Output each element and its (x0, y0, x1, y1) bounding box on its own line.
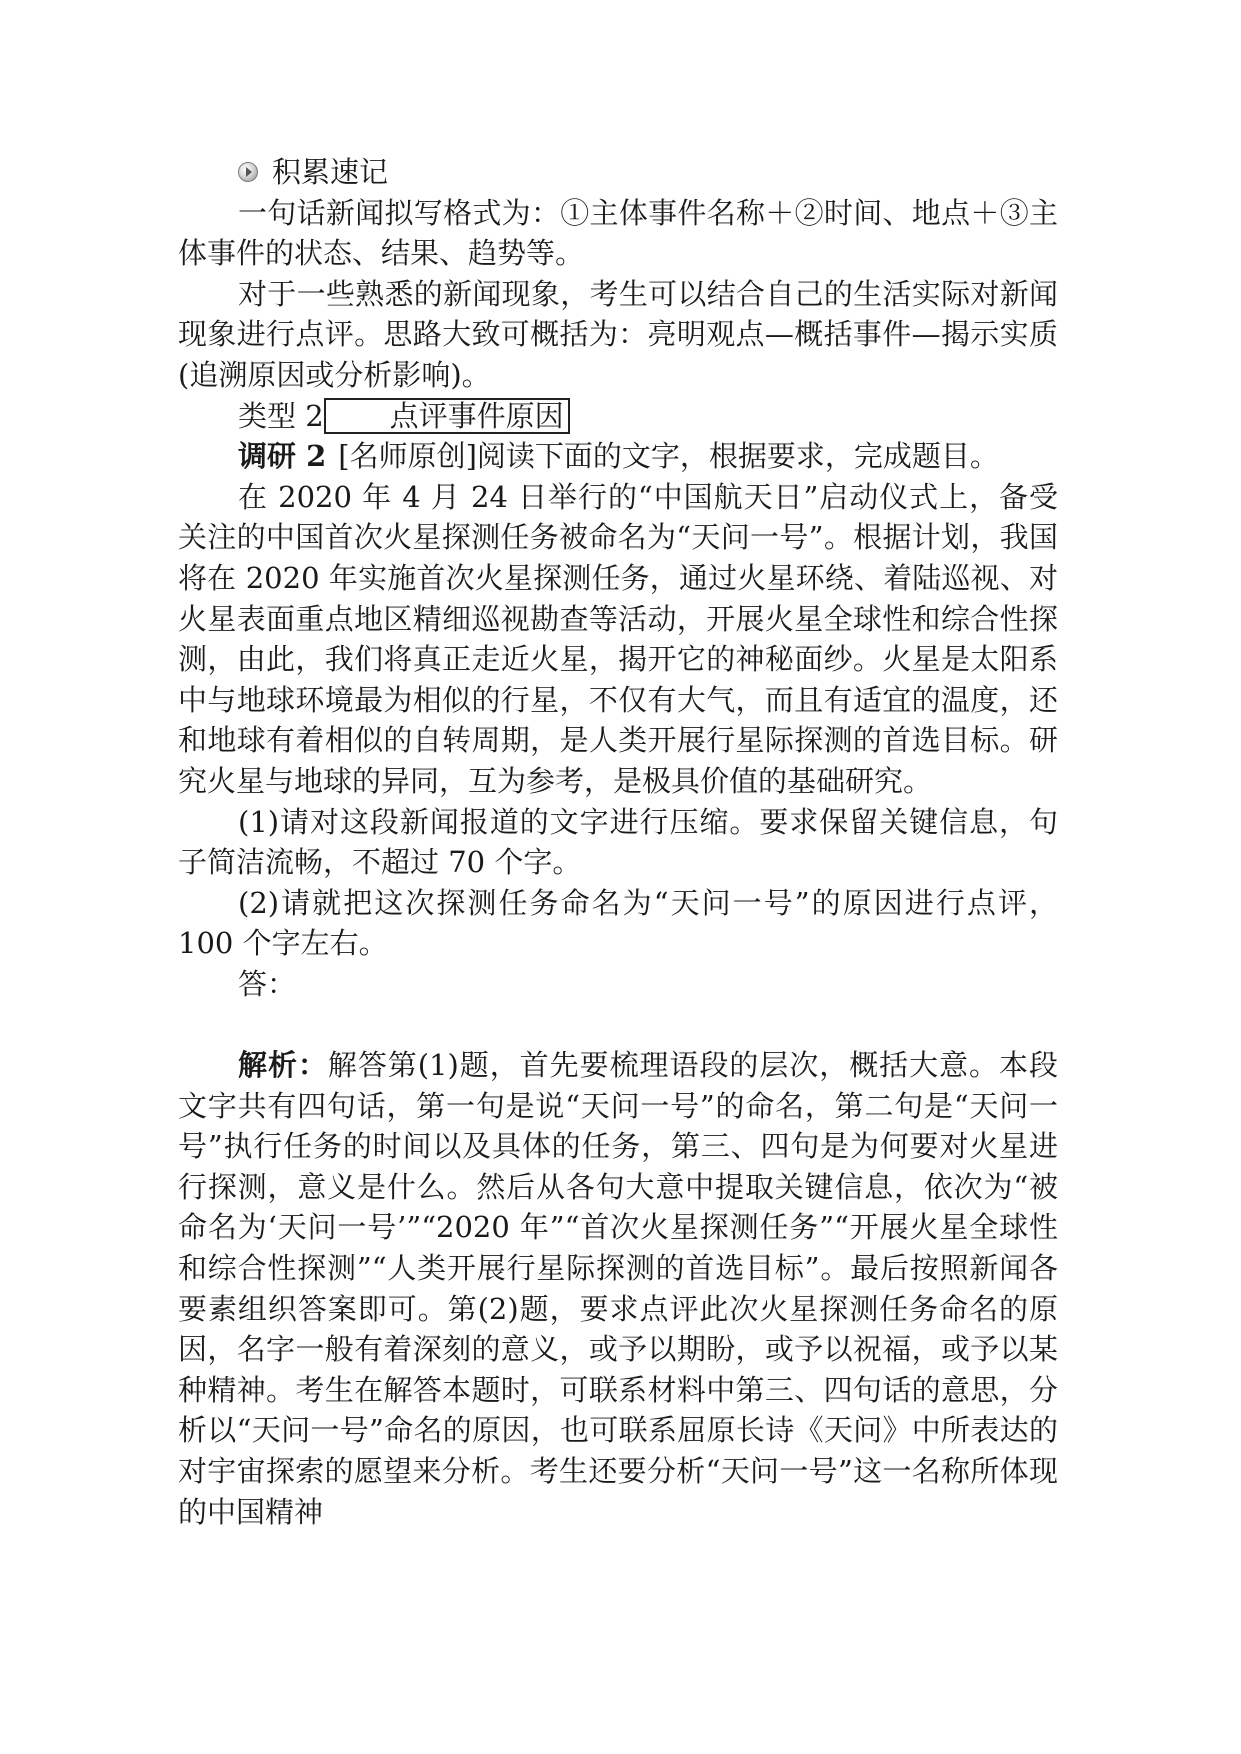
answer-label: 答： (238, 966, 297, 1001)
question-2: (2)请就把这次探测任务命名为“天问一号”的原因进行点评，100 个字左右。 (178, 885, 1058, 961)
section-heading (178, 152, 1058, 193)
type-heading (178, 396, 1058, 437)
passage-paragraph: 在 2020 年 4 月 24 日举行的“中国航天日”启动仪式上，备受关注的中国首次火星探测任务被命名为“天问一号”。根据计划，我国将在 2020 年实施首次火星探测任务，通过火星环绕、着陆巡视、对火星表面重点地区精细巡视勘查等活动，开展火星全球性和综合性探测，由此，我们将真正走近火星，揭开它的神秘面纱。火星是太阳系中与地球环境最为相似的行星，不仅有大气，而且有适宜的温度，还和地球有着相似的自转周期，是人类开展行星际探测的首选目标。研究火星与地球的异同，互为参考，是极具价值的基础研究。 (178, 479, 1058, 798)
bullet-icon (238, 162, 258, 182)
analysis-label: 解析： (238, 1048, 328, 1083)
accumulation-comment-paragraph: 对于一些熟悉的新闻现象，考生可以结合自己的生活实际对新闻现象进行点评。思路大致可概括为：亮明观点—概括事件—揭示实质(追溯原因或分析影响)。 (178, 276, 1058, 392)
document-page (178, 152, 1058, 1532)
analysis-paragraph (178, 1045, 1058, 1532)
exercise-source: [名师原创]阅读下面的文字，根据要求，完成题目。 (338, 439, 999, 474)
type-boxed-title: 点评事件原因 (324, 398, 570, 434)
type-prefix: 类型 2 (238, 398, 324, 433)
exercise-heading (178, 436, 1058, 477)
answer-blank-space (178, 1004, 1058, 1045)
exercise-label: 调研 2 (238, 439, 327, 474)
section-heading-text: 积累速记 (272, 155, 389, 189)
accumulation-format-paragraph: 一句话新闻拟写格式为：①主体事件名称＋②时间、地点＋③主体事件的状态、结果、趋势等。 (178, 195, 1058, 271)
question-1: (1)请对这段新闻报道的文字进行压缩。要求保留关键信息，句子简洁流畅，不超过 70 个字。 (178, 804, 1058, 880)
analysis-text: 解答第(1)题，首先要梳理语段的层次，概括大意。本段文字共有四句话，第一句是说“天问一号”的命名，第二句是“天问一号”执行任务的时间以及具体的任务，第三、四句是为何要对火星进行探测，意义是什么。然后从各句大意中提取关键信息，依次为“被命名为‘天问一号’”“2020 年”“首次火星探测任务”“开展火星全球性和综合性探测”“人类开展行星际探测的首选目标”。最后按照新闻各要素组织答案即可。第(2)题，要求点评此次火星探测任务命名的原因，名字一般有着深刻的意义，或予以期盼，或予以祝福，或予以某种精神。考生在解答本题时，可联系材料中第三、四句话的意思，分析以“天问一号”命名的原因，也可联系屈原长诗《天问》中所表达的对宇宙探索的愿望来分析。考生还要分析“天问一号”这一名称所体现的中国精神 (178, 1048, 1058, 1529)
